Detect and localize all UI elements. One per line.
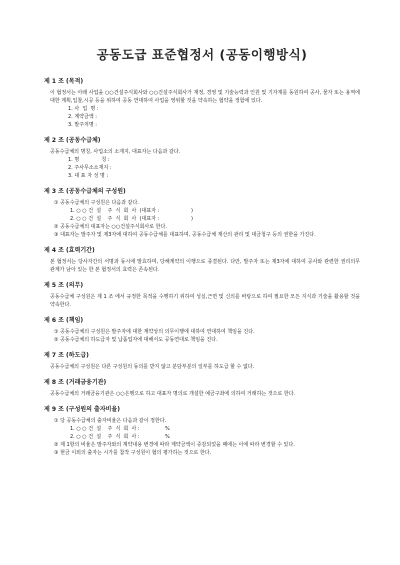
article-paragraph: 공동수급체의 거래금융기관은 ○○은행으로 하고 대표자 명의로 개설한 예금구좌에 의하여 거래하는 것으로 한다. (50, 391, 296, 397)
list-item: 3. 발주처명 : (68, 122, 97, 128)
article-2 (44, 137, 360, 180)
article-8 (44, 379, 360, 398)
article-paragraph: 이 협정서는 아래 사업을 ○○건설주식회사와 ○○건설주식회사가 재정, 경영 및 기술능력과 인원 및 기자재를 동원하여 공사, 물자 또는 용역에 대한 계획,입찰,시공 등을 위하여 공동 연대하여 사업을 영위할 것을 약속하는 협약을 정함에 있다. (50, 90, 360, 104)
clause-3: ③ 현금 이외의 출자는 시가를 참작 구성원이 협의 평가하는 것으로 한다. (54, 450, 212, 456)
article-6 (44, 317, 360, 344)
clause-3: ③ 대표자는 발주자 및 제3자에 대하여 공동수급체를 대표하며, 공동수급체 재산의 관리 및 대금청구 등의 권한을 가진다. (54, 232, 316, 238)
clause-2: ② 제 1항의 비율은 발주자와의 계약내용 변경에 따라 계약금액이 증감되었을 때에는 이에 따라 변경할 수 있다. (54, 442, 295, 448)
article-paragraph: 공동수급체의 명칭, 사업소의 소재지, 대표자는 다음과 같다. (50, 149, 181, 155)
article-heading: 제 6 조 (책임) (44, 317, 84, 324)
article-heading: 제 2 조 (공동수급체) (44, 137, 101, 144)
list-item: 3. 대 표 자 성 명 : (68, 173, 109, 179)
clause-1: ① 공동수급체의 구성원은 다음과 같다. (54, 200, 139, 206)
article-heading: 제 8 조 (거래금융기관) (44, 379, 107, 386)
list-item: 1. 명 칭 : (68, 157, 110, 163)
clause-2: ② 공동수급체의 하도급자 및 납품업자에 대해서도 공동연대로 책임을 진다. (54, 337, 218, 343)
list-item: 2. ○ ○ 건 설 주 식 회 사 : % (70, 434, 170, 440)
article-3 (44, 188, 360, 239)
article-paragraph: 공동수급체의 구성원은 다른 구성원의 동의를 받지 않고 분담부분의 일부를 하도급 할 수 없다. (50, 364, 255, 370)
article-heading: 제 3 조 (공동수급체의 구성원) (44, 188, 126, 195)
clause-1: ① 당 공동수급체의 출자비율은 다음과 같이 정한다. (54, 418, 167, 424)
list-item: 1. ○ ○ 건 설 주 식 회 사 : % (70, 426, 170, 432)
list-item: 1. ○ ○ 건 설 주 식 회 사 (대표자 : ) (70, 208, 193, 214)
article-heading: 제 4 조 (효력기간) (44, 247, 95, 254)
article-4 (44, 247, 360, 274)
article-5 (44, 282, 360, 309)
list-item: 2. 주사무소소재지 : (68, 165, 112, 171)
article-heading: 제 7 조 (하도급) (44, 352, 89, 359)
article-paragraph: 공동수급체 구성원은 제 1 조 에서 규정한 목적을 수행하기 위하여 성실,근면 및 신의를 바탕으로 하여 필요한 모든 지식과 기술을 활용할 것을 약속한다. (50, 294, 360, 308)
article-heading: 제 1 조 (목적) (44, 78, 84, 85)
list-item: 2. ○ ○ 건 설 주 식 회 사 (대표자 : ) (70, 216, 193, 222)
article-paragraph: 본 협정서는 당사자간의 서명과 동시에 발효하며, 당해계약의 이행으로 종결된다. 다만, 발주자 또는 제3자에 대하여 공사와 관련한 권리의무 관계가 남아 있는 한 본 협정서의 효력은 존속된다. (50, 259, 360, 273)
document-title: 공동도급 표준협정서 (공동이행방식) (96, 47, 308, 62)
article-1 (44, 78, 360, 129)
article-heading: 제 5 조 (의무) (44, 282, 84, 289)
clause-2: ② 공동수급체의 대표자는 ○○건설주식회사로 한다. (54, 224, 167, 230)
list-item: 2. 계약금액 : (68, 114, 97, 120)
article-7 (44, 352, 360, 371)
list-item: 1. 사 업 명 : (68, 106, 99, 112)
article-heading: 제 9 조 (구성원의 출자비율) (44, 406, 120, 413)
clause-1: ① 공동수급체의 구성원은 발주자에 대한 계약상의 의무이행에 대하여 연대하여 책임을 진다. (54, 329, 255, 335)
article-9 (44, 406, 360, 457)
